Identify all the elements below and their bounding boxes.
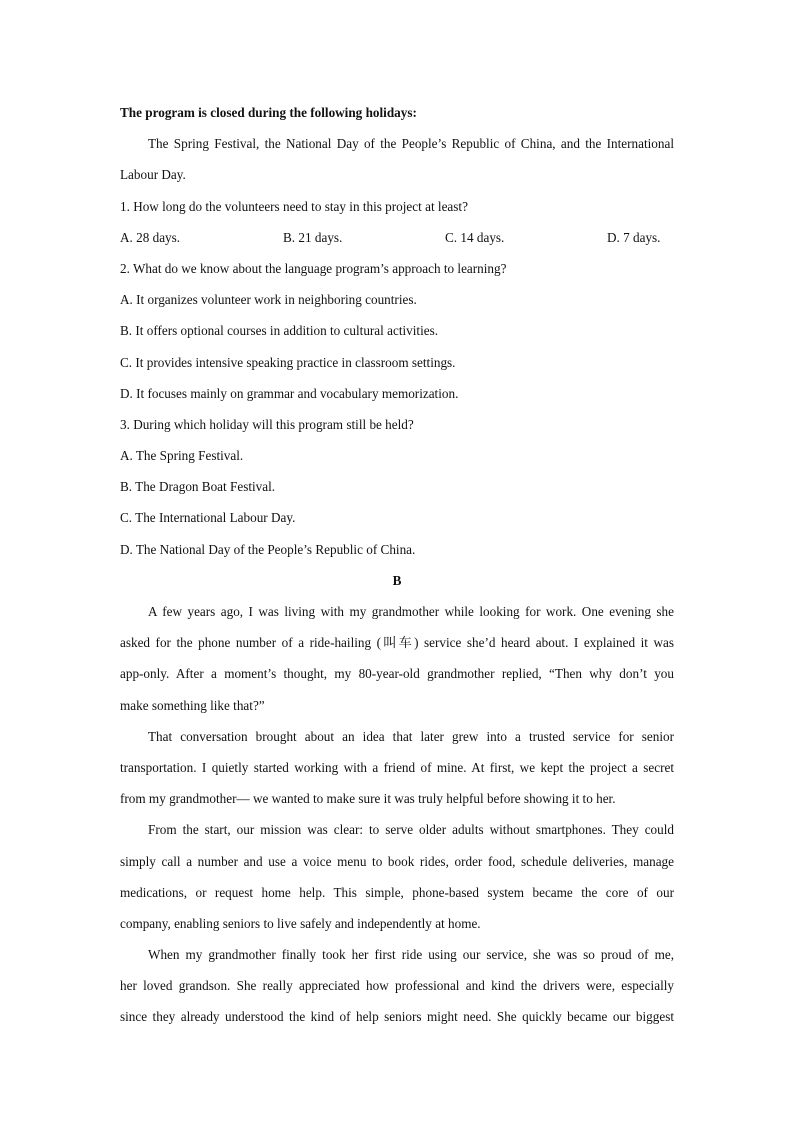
paragraph-line: When my grandmother finally took her first ride using our service, she was so proud of me,	[148, 947, 674, 963]
question-1-options	[120, 222, 674, 253]
paragraph-line: from my grandmother— we wanted to make sure it was truly helpful before showing it to her.	[120, 791, 616, 807]
holidays-heading: The program is closed during the following holidays:	[120, 105, 417, 120]
paragraph-line: transportation. I quietly started working with a friend of mine. At first, we kept the project a secret	[120, 759, 674, 775]
paragraph-line: simply call a number and use a voice menu to book rides, order food, schedule deliveries, manage	[120, 853, 674, 869]
question-1-option-d: D. 7 days.	[607, 229, 661, 245]
paragraph-line: asked for the phone number of a ride-hailing (叫车) service she’d heard about. I explained it was	[120, 635, 674, 651]
question-3-option-b: B. The Dragon Boat Festival.	[120, 479, 276, 495]
question-2-option-d: D. It focuses mainly on grammar and vocabulary memorization.	[120, 385, 459, 401]
question-1-option-c: C. 14 days.	[445, 229, 505, 245]
paragraph-line: her loved grandson. She really appreciated how professional and kind the drivers were, especially	[120, 978, 674, 994]
question-2-option-a: A. It organizes volunteer work in neighboring countries.	[120, 292, 417, 308]
passage-paragraph-3	[120, 814, 674, 939]
paragraph-line: app-only. After a moment’s thought, my 80-year-old grandmother replied, “Then why don’t you	[120, 666, 674, 682]
paragraph-line: From the start, our mission was clear: to serve older adults without smartphones. They could	[148, 822, 674, 838]
paragraph-line: A few years ago, I was living with my grandmother while looking for work. One evening she	[148, 604, 674, 619]
question-1-option-b: B. 21 days.	[283, 229, 343, 245]
holidays-text-line-1: The Spring Festival, the National Day of the People’s Republic of China, and the International	[148, 136, 674, 152]
question-1-stem: 1. How long do the volunteers need to stay in this project at least?	[120, 198, 468, 214]
paragraph-line: make something like that?”	[120, 697, 265, 713]
paragraph-line: company, enabling seniors to live safely and independently at home.	[120, 915, 481, 931]
passage-paragraph-4	[120, 939, 674, 1033]
paragraph-line: since they already understood the kind of help seniors might need. She quickly became our biggest	[120, 1009, 674, 1025]
question-2-option-c: C. It provides intensive speaking practice in classroom settings.	[120, 354, 456, 370]
question-1-option-a: A. 28 days.	[120, 229, 181, 245]
paragraph-line: medications, or request home help. This simple, phone-based system became the core of our	[120, 884, 674, 900]
question-2-option-b: B. It offers optional courses in addition to cultural activities.	[120, 323, 439, 339]
question-3-stem: 3. During which holiday will this program still be held?	[120, 416, 414, 432]
paragraph-line: That conversation brought about an idea that later grew into a trusted service for senior	[148, 728, 674, 744]
question-3-option-c: C. The International Labour Day.	[120, 510, 296, 526]
question-3-option-a: A. The Spring Festival.	[120, 448, 244, 464]
passage-paragraph-2	[120, 721, 674, 815]
document-page	[120, 97, 674, 1033]
question-2-stem: 2. What do we know about the language program’s approach to learning?	[120, 260, 507, 276]
question-3-option-d: D. The National Day of the People’s Republic of China.	[120, 541, 416, 557]
holidays-text-line-2: Labour Day.	[120, 167, 186, 183]
passage-paragraph-1	[120, 596, 674, 721]
section-b-heading: B	[392, 572, 402, 588]
